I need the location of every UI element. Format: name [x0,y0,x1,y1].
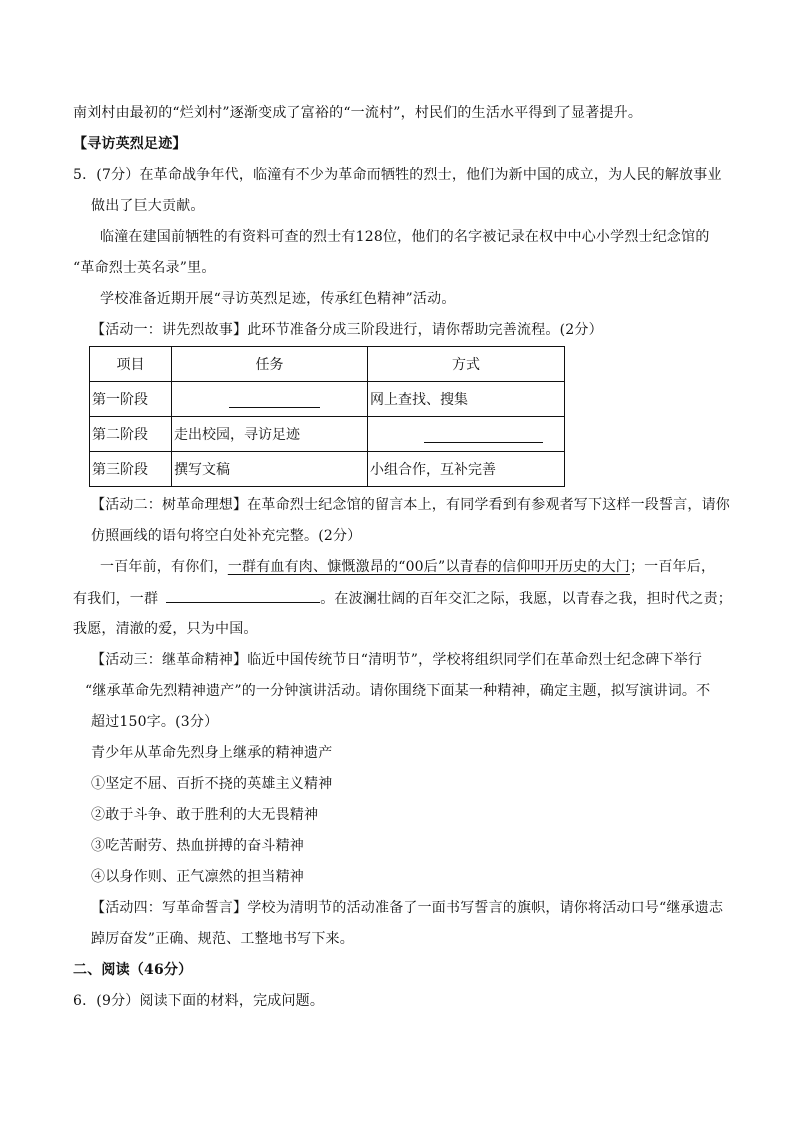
activity2-line2: 仿照画线的语句将空白处补充完整。(2分） [91,528,362,544]
q5-para2: 学校准备近期开展“寻访英烈足迹，传承红色精神”活动。 [100,291,456,307]
activity4-line1: 【活动四：写革命誓言】学校为清明节的活动准备了一面书写誓言的旗帜，请你将活动口号“继承遗志 [91,900,724,916]
method-cell: 网上查找、搜集 [368,382,565,417]
oath-answer-blank[interactable] [166,588,320,603]
stage-table [89,346,565,487]
oath-line1 [100,557,715,577]
method-blank-cell[interactable] [368,417,565,452]
oath2-post: 。在波澜壮阔的百年交汇之际，我愿，以青春之我，担时代之责； [320,591,733,607]
legacy-item: ④以身作则、正气凛然的担当精神 [91,869,304,885]
oath2-pre: 有我们，一群 [73,591,159,607]
legacy-item: ③吃苦耐劳、热血拼搏的奋斗精神 [91,838,304,854]
q5-line1: 5．(7分）在革命战争年代，临潼有不少为革命而牺牲的烈士，他们为新中国的成立，为人民的解放事业 [73,167,722,183]
oath-line2 [73,588,732,609]
table-header-row [90,347,565,382]
q6-line: 6．(9分）阅读下面的材料，完成问题。 [73,993,325,1009]
header-task: 任务 [172,347,368,382]
table-row [90,417,565,452]
oath-line3: 我愿，清澈的爱，只为中国。 [73,621,258,637]
q5-para1-line1: 临潼在建国前牺牲的有资料可查的烈士有128位，他们的名字被记录在权中中心小学烈士纪念馆的 [100,229,710,245]
answer-blank[interactable] [424,428,543,443]
header-item: 项目 [90,347,172,382]
oath-pre: 一百年前，有你们， [100,559,228,575]
header-method: 方式 [368,347,565,382]
stage-cell: 第一阶段 [90,382,172,417]
table-row [90,452,565,487]
task-cell: 走出校园，寻访足迹 [172,417,368,452]
method-cell: 小组合作，互补完善 [368,452,565,487]
oath-post: ；一百年后， [629,559,716,575]
activity4-line2: 踔厉奋发”正确、规范、工整地书写下来。 [91,931,354,947]
activity2-line1: 【活动二：树革命理想】在革命烈士纪念馆的留言本上，有同学看到有参观者写下这样一段誓言，请你 [91,497,730,513]
task-blank-cell[interactable] [172,382,368,417]
part2-heading: 二、阅读（46分） [73,962,193,978]
legacy-title: 青少年从革命先烈身上继承的精神遗产 [91,745,333,761]
q5-para1-line2: “革命烈士英名录”里。 [73,260,216,276]
stage-cell: 第二阶段 [90,417,172,452]
activity3-line3: 超过150字。(3分） [91,714,219,730]
task-cell: 撰写文稿 [172,452,368,487]
oath-underlined: 一群有血有肉、慷慨激昂的“00后”以青春的信仰叩开历史的大门 [227,559,630,575]
answer-blank[interactable] [229,393,320,408]
activity1-text: 【活动一：讲先烈故事】此环节准备分成三阶段进行，请你帮助完善流程。(2分） [91,322,603,338]
section-heading: 【寻访英烈足迹】 [73,136,187,152]
table-row [90,382,565,417]
activity3-line1: 【活动三：继革命精神】临近中国传统节日“清明节”，学校将组织同学们在革命烈士纪念碑下举行 [91,652,703,668]
intro-line: 南刘村由最初的“烂刘村”逐渐变成了富裕的“一流村”，村民们的生活水平得到了显著提升。 [73,105,643,121]
stage-cell: 第三阶段 [90,452,172,487]
legacy-item: ②敢于斗争、敢于胜利的大无畏精神 [91,807,319,823]
activity3-line2: “继承革命先烈精神遗产”的一分钟演讲活动。请你围绕下面某一种精神，确定主题，拟写演讲词。不 [85,683,711,699]
legacy-item: ①坚定不屈、百折不挠的英雄主义精神 [91,776,333,792]
q5-line2: 做出了巨大贡献。 [91,198,205,214]
